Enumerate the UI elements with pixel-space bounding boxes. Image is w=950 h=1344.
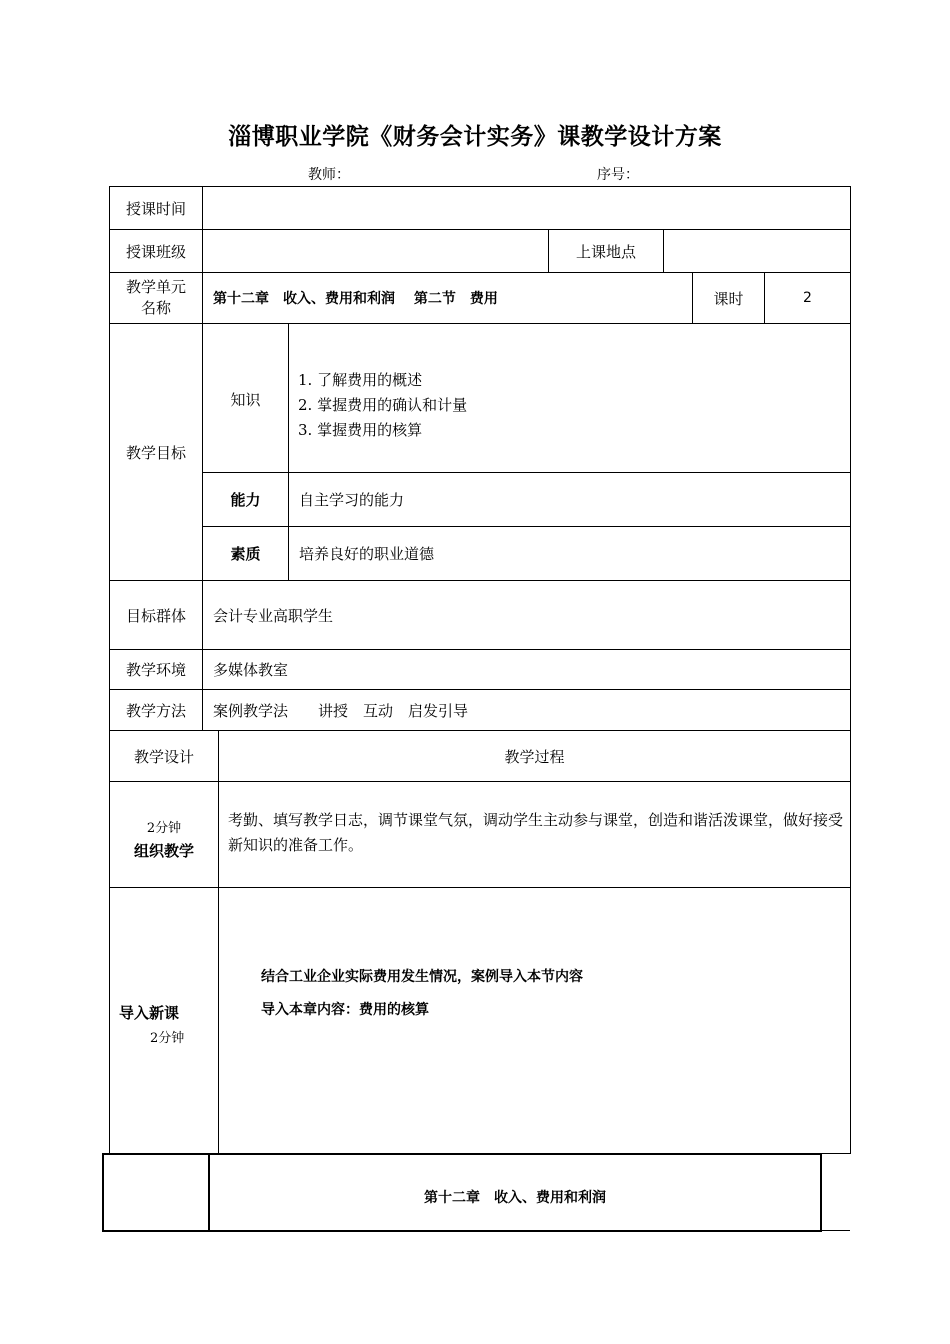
hours-label: 课时 [713,289,744,308]
unit-value: 第十二章 收入、费用和利润 第二节 费用 [213,291,498,307]
unit-label-line1: 教学单元 [125,278,186,296]
environment-value: 多媒体教室 [213,661,289,679]
hours-value: 2 [803,290,812,306]
ability-label: 能力 [230,491,261,509]
target-label: 目标群体 [125,606,186,625]
list-item: 3. 掌握费用的核算 [298,421,423,439]
knowledge-label: 知识 [230,391,261,409]
class-value [203,230,548,272]
organize-label: 组织教学 [133,842,194,860]
intro-label: 导入新课 [119,1004,180,1022]
method-value: 案例教学法 讲授 互动 启发引导 [213,701,469,720]
unit-label-line2: 名称 [140,299,171,317]
knowledge-list [298,368,467,443]
bottom-chapter-title: 第十二章 收入、费用和利润 [424,1189,606,1206]
design-col-header: 教学设计 [133,747,194,766]
list-item: 2. 掌握费用的确认和计量 [298,396,468,414]
time-value [203,187,850,229]
list-item: 1. 了解费用的概述 [298,371,423,389]
organize-time: 2分钟 [146,821,182,836]
location-label: 上课地点 [575,242,636,261]
organize-text: 考勤、填写教学日志，调节课堂气氛，调动学生主动参与课堂，创造和谐活泼课堂，做好接受新知识的准备工作。 [228,811,844,854]
goals-label: 教学目标 [125,443,186,462]
quality-value: 培养良好的职业道德 [299,545,435,563]
process-col-header: 教学过程 [504,747,565,766]
serial-label: 序号： [597,167,639,183]
teacher-label: 教师： [308,167,350,183]
unit-label [110,273,202,323]
class-label: 授课班级 [125,242,186,261]
intro-line-2: 导入本章内容：费用的核算 [261,1002,429,1018]
time-label: 授课时间 [125,199,186,218]
organize-cell [110,782,218,887]
location-value [664,230,850,272]
intro-line-1: 结合工业企业实际费用发生情况，案例导入本节内容 [261,969,583,985]
ability-value: 自主学习的能力 [299,491,405,509]
intro-time: 2分钟 [150,1031,185,1046]
environment-label: 教学环境 [125,661,186,679]
intro-cell [110,1000,218,1060]
method-label: 教学方法 [125,701,186,720]
document-title: 淄博职业学院《财务会计实务》课教学设计方案 [228,124,722,150]
quality-label: 素质 [230,545,261,563]
target-value: 会计专业高职学生 [213,606,334,625]
